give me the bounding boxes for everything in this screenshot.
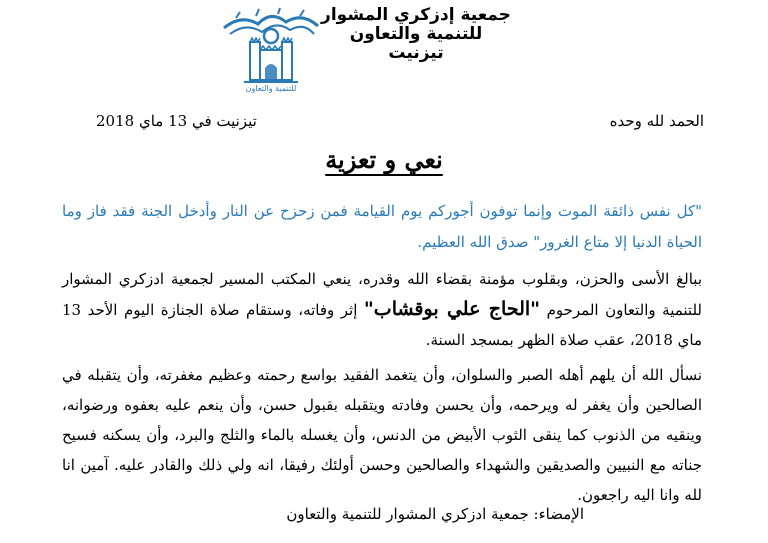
logo-caption: للتنمية والتعاون	[245, 84, 297, 93]
announcement-text-1: ببالغ الأسى والحزن، وبقلوب مؤمنة بقضاء الله وقدره، ينعي المكتب المسير لجمعية ادزكري المشوار للتنمية والتعاون المرحوم	[62, 270, 702, 319]
opening-praise: الحمد لله وحده	[609, 112, 704, 130]
page-title	[0, 145, 768, 174]
quranic-verse: "كل نفس ذائقة الموت وإنما توفون أجوركم يوم القيامة فمن زحزح عن النار وأدخل الجنة فقد فاز وما الحياة الدنيا إلا متاع الغرور" صدق الله العظيم.	[62, 202, 702, 251]
announcement-paragraph	[62, 264, 702, 355]
organization-name	[316, 6, 516, 63]
page-title-text: نعي و تعزية	[325, 145, 443, 174]
announcement-text-2: إثر وفاته، وستقام صلاة الجنازة اليوم الأحد 13 ماي 2018، عقب صلاة الظهر بمسجد السنة.	[62, 301, 702, 349]
document-date: تيزنيت في 13 ماي 2018	[96, 112, 257, 130]
prayer-paragraph: نسأل الله أن يلهم أهله الصبر والسلوان، وأن يتغمد الفقيد بواسع رحمته وعظيم مغفرته، وأن يتقبله في الصالحين وأن يغفر له ويرحمه، وأن يحسن وفادته ويتقبله بقبول حسن، وأن ينعم عليه بعفوه ورضوانه، وينقيه من الذنوب كما ينقى الثوب الأبيض من الدنس، وأن يغسله بالماء والثلج والبرد، وأن يسكنه فسيح جناته مع النبيين والصديقين والشهداء والصالحين وحسن أولئك رفيقا، انه ولي ذلك والقادر عليه. آمين انا لله وانا اليه راجعون.	[62, 366, 702, 504]
org-name-line2: للتنمية والتعاون	[349, 24, 483, 44]
deceased-name: "الحاج علي بوقشاب"	[363, 298, 541, 320]
org-name-line3: تيزنيت	[388, 43, 444, 63]
signature-line: الإمضاء: جمعية ادزكري المشوار للتنمية والتعاون	[286, 505, 584, 523]
org-name-line1: جمعية إدزكري المشوار	[321, 5, 511, 25]
